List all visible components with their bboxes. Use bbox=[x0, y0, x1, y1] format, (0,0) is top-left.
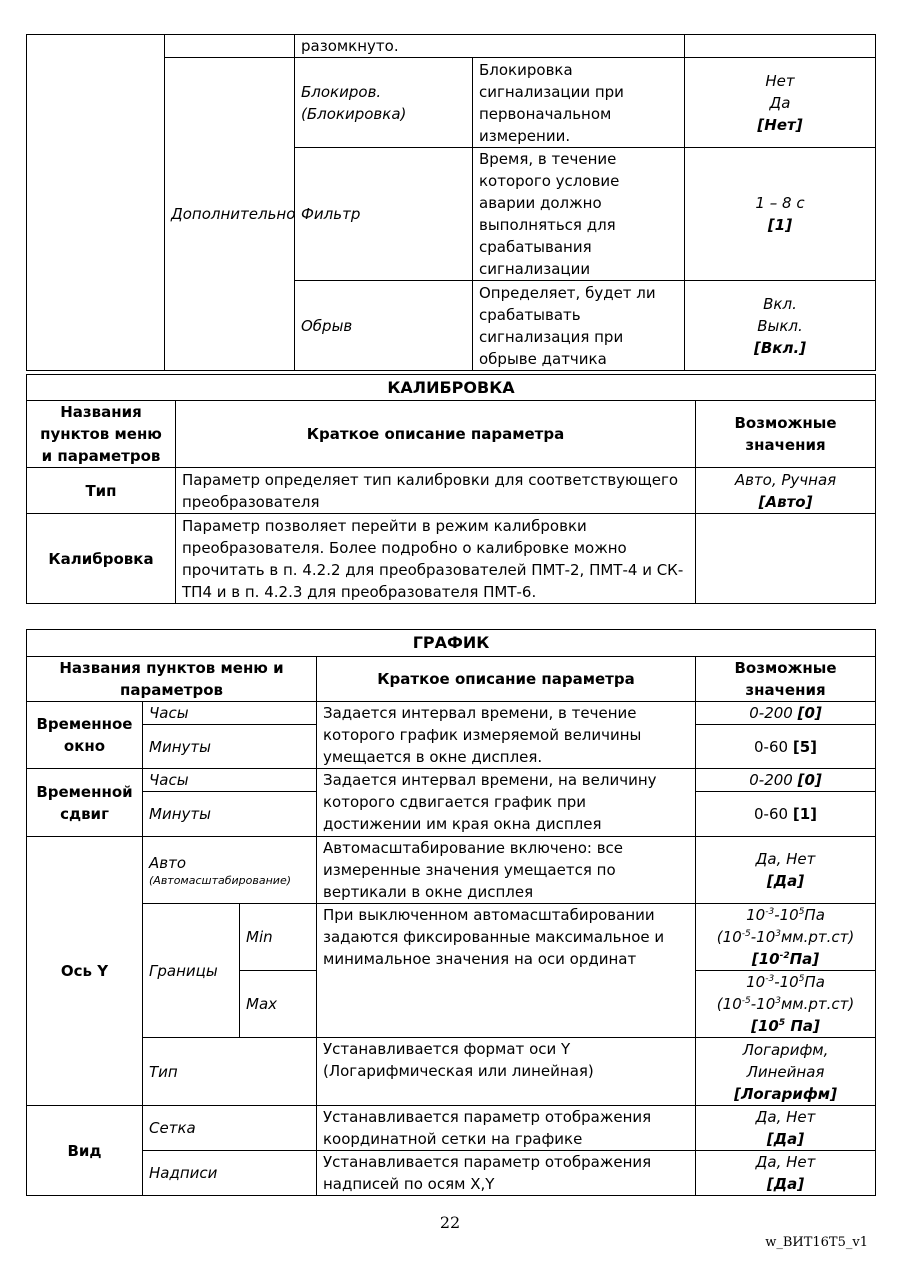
param-desc: При выключенном автомасштабировании задаются фиксированные максимальное и минимальное значения на оси ординат bbox=[317, 904, 696, 1038]
header-desc: Краткое описание параметра bbox=[176, 401, 696, 468]
header-name: Названия пунктов меню и параметров bbox=[27, 401, 176, 468]
param-sub: Тип bbox=[143, 1038, 317, 1106]
param-sub: Границы bbox=[143, 904, 240, 1038]
table-title: КАЛИБРОВКА bbox=[27, 375, 876, 401]
param-values: Нет Да [Нет] bbox=[685, 58, 876, 148]
header-desc: Краткое описание параметра bbox=[317, 657, 696, 702]
param-desc: Устанавливается формат оси Y (Логарифмическая или линейная) bbox=[317, 1038, 696, 1106]
param-name: Вид bbox=[27, 1106, 143, 1196]
param-desc: Время, в течение которого условие аварии должно выполняться для срабатывания сигнализации bbox=[473, 148, 685, 281]
param-desc: Параметр позволяет перейти в режим калибровки преобразователя. Более подробно о калибровке можно прочитать в п. 4.2.2 для преобразователей ПМТ-2, ПМТ-4 и СК-ТП4 и в п. 4.2.3 для преобразователя ПМТ-6. bbox=[176, 514, 696, 604]
param-values: Да, Нет [Да] bbox=[696, 1151, 876, 1196]
param-sub: Минуты bbox=[143, 725, 317, 769]
param-sub-max: Max bbox=[240, 971, 317, 1038]
param-values: Логарифм, Линейная [Логарифм] bbox=[696, 1038, 876, 1106]
param-values: Вкл. Выкл. [Вкл.] bbox=[685, 281, 876, 371]
alarm-additional-table bbox=[26, 34, 876, 371]
param-name: Обрыв bbox=[295, 281, 473, 371]
param-sub: Сетка bbox=[143, 1106, 317, 1151]
param-sub: Авто (Автомасштабирование) bbox=[143, 837, 317, 904]
group-label: Дополнительно bbox=[165, 58, 295, 371]
param-name: Временное окно bbox=[27, 702, 143, 769]
header-values: Возможные значения bbox=[696, 657, 876, 702]
param-sub: Часы bbox=[143, 702, 317, 725]
param-desc: Устанавливается параметр отображения координатной сетки на графике bbox=[317, 1106, 696, 1151]
param-sub: Часы bbox=[143, 769, 317, 792]
param-name: Тип bbox=[27, 468, 176, 514]
param-values: Да, Нет [Да] bbox=[696, 1106, 876, 1151]
param-name: Калибровка bbox=[27, 514, 176, 604]
param-sub: Надписи bbox=[143, 1151, 317, 1196]
param-desc: Определяет, будет ли срабатывать сигнализация при обрыве датчика bbox=[473, 281, 685, 371]
param-sub-min: Min bbox=[240, 904, 317, 971]
param-values: 0-200 [0] bbox=[696, 702, 876, 725]
param-values-min: $10^{-3}-10^5Па$ $(10^{-5}-10^3мм.рт.ст)$ $[10^{-2}Па]$ bbox=[696, 904, 876, 971]
continued-text: разомкнуто. bbox=[295, 35, 685, 58]
param-name: Ось Y bbox=[27, 837, 143, 1106]
param-values: 1 – 8 с [1] bbox=[685, 148, 876, 281]
graph-table bbox=[26, 629, 876, 1196]
calibration-table bbox=[26, 374, 876, 604]
header-name: Названия пунктов меню и параметров bbox=[27, 657, 317, 702]
param-values: 0-60 [5] bbox=[696, 725, 876, 769]
param-values: 0-60 [1] bbox=[696, 792, 876, 837]
param-name: Временной сдвиг bbox=[27, 769, 143, 837]
param-desc: Устанавливается параметр отображения надписей по осям X,Y bbox=[317, 1151, 696, 1196]
param-values: Авто, Ручная [Авто] bbox=[696, 468, 876, 514]
param-values: Да, Нет [Да] bbox=[696, 837, 876, 904]
page-number: 22 bbox=[439, 1213, 461, 1232]
header-values: Возможные значения bbox=[696, 401, 876, 468]
param-name: Блокиров. (Блокировка) bbox=[295, 58, 473, 148]
param-values: 0-200 [0] bbox=[696, 769, 876, 792]
param-desc: Задается интервал времени, в течение которого график измеряемой величины умещается в окне дисплея. bbox=[317, 702, 696, 769]
param-sub: Минуты bbox=[143, 792, 317, 837]
table-title: ГРАФИК bbox=[27, 630, 876, 657]
document-id: w_ВИТ16Т5_v1 bbox=[765, 1235, 868, 1250]
param-desc: Блокировка сигнализации при первоначальном измерении. bbox=[473, 58, 685, 148]
param-values-max: $10^{-3}-10^5Па$ $(10^{-5}-10^3мм.рт.ст)$ [$10^5$ Па] bbox=[696, 971, 876, 1038]
param-desc: Задается интервал времени, на величину которого сдвигается график при достижении им края окна дисплея bbox=[317, 769, 696, 837]
param-desc: Параметр определяет тип калибровки для соответствующего преобразователя bbox=[176, 468, 696, 514]
param-desc: Автомасштабирование включено: все измеренные значения умещается по вертикали в окне дисплея bbox=[317, 837, 696, 904]
param-name: Фильтр bbox=[295, 148, 473, 281]
